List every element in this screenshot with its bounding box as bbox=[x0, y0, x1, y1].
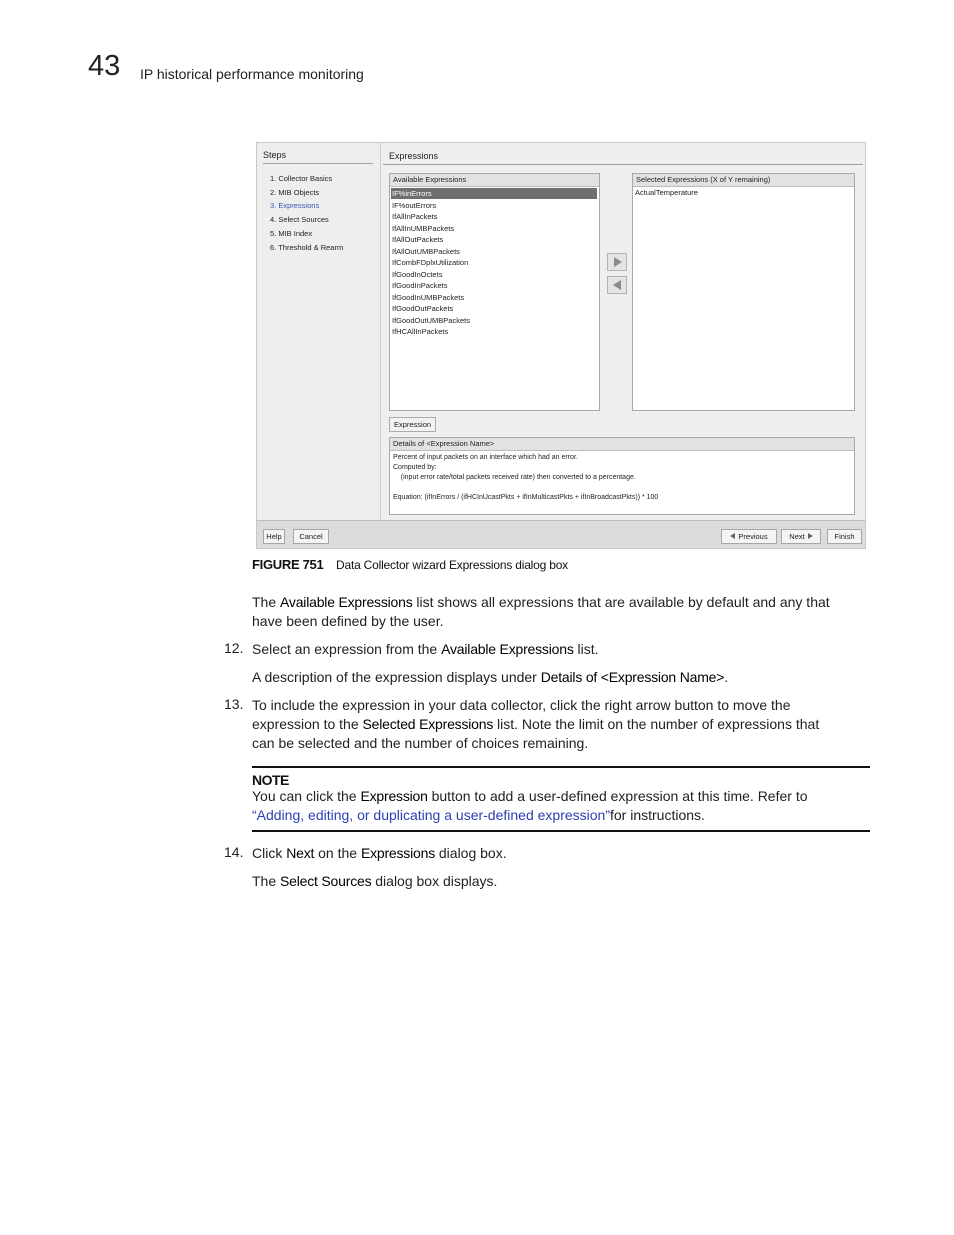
chapter-title: IP historical performance monitoring bbox=[140, 66, 364, 82]
list-item-selected[interactable]: IF%inErrors bbox=[391, 188, 597, 199]
details-header: Details of <Expression Name> bbox=[390, 438, 854, 451]
text-run: list shows all expressions that are available by default and any that bbox=[412, 594, 830, 610]
step-select-sources[interactable]: 4. Select Sources bbox=[270, 215, 329, 224]
step-threshold-rearm[interactable]: 6. Threshold & Rearm bbox=[270, 243, 344, 252]
help-button[interactable]: Help bbox=[263, 529, 285, 544]
step-number-13: 13. bbox=[224, 696, 244, 712]
text-run: list. Note the limit on the number of expressions that bbox=[493, 716, 820, 732]
details-line: Percent of input packets on an interface which had an error. bbox=[393, 454, 578, 461]
step-13-text bbox=[252, 696, 872, 753]
selected-expressions-header: Selected Expressions (X of Y remaining) bbox=[633, 174, 854, 187]
section-title: Expressions bbox=[389, 151, 439, 161]
text-run: The bbox=[252, 873, 281, 889]
expressions-dialog bbox=[256, 142, 866, 549]
list-item[interactable]: IfAllOutPackets bbox=[392, 235, 444, 244]
cancel-button[interactable]: Cancel bbox=[293, 529, 329, 544]
expression-details-box bbox=[389, 437, 855, 515]
ui-term: Next bbox=[286, 845, 315, 861]
next-arrow-icon bbox=[808, 533, 813, 539]
text-run: Select an expression from the bbox=[252, 641, 442, 657]
figure-label: FIGURE 751 bbox=[252, 557, 324, 572]
section-divider bbox=[383, 164, 863, 165]
expressions-main-panel bbox=[381, 143, 866, 520]
list-item[interactable]: ActualTemperature bbox=[635, 188, 698, 197]
text-run: for instructions. bbox=[610, 807, 705, 823]
list-item[interactable]: IfCombFDplxUtilization bbox=[392, 258, 469, 267]
note-text bbox=[252, 787, 872, 825]
list-item[interactable]: IfHCAllInPackets bbox=[392, 327, 449, 336]
ui-term: Expression bbox=[360, 788, 428, 804]
step-12-subtext bbox=[252, 668, 728, 687]
text-run: You can click the bbox=[252, 788, 361, 804]
details-line: (input error rate/total packets received rate) then converted to a percentage. bbox=[393, 474, 636, 481]
step-mib-objects[interactable]: 2. MIB Objects bbox=[270, 188, 320, 197]
steps-divider bbox=[263, 163, 373, 164]
previous-arrow-icon bbox=[730, 533, 735, 539]
text-run: To include the expression in your data collector, click the right arrow button to move the bbox=[252, 697, 791, 713]
list-item[interactable]: IfGoodInOctets bbox=[392, 269, 443, 279]
step-number-14: 14. bbox=[224, 844, 244, 860]
step-mib-index[interactable]: 5. MIB Index bbox=[270, 229, 313, 238]
text-run: dialog box. bbox=[435, 845, 507, 861]
text-run: . bbox=[724, 669, 729, 685]
step-expressions[interactable]: 3. Expressions bbox=[270, 201, 320, 210]
step-14-text bbox=[252, 844, 507, 863]
text-run: list. bbox=[573, 641, 599, 657]
list-item[interactable]: IF%outErrors bbox=[392, 200, 437, 210]
selected-expressions-list[interactable] bbox=[632, 173, 855, 411]
ui-term: Selected Expressions bbox=[362, 716, 494, 732]
list-item[interactable]: IfAllInUMBPackets bbox=[392, 223, 455, 233]
left-arrow-icon bbox=[613, 280, 621, 290]
list-item[interactable]: IfGoodOutUMBPackets bbox=[392, 315, 470, 325]
dialog-footer bbox=[257, 520, 866, 549]
cross-reference-link[interactable]: “Adding, editing, or duplicating a user-defined expression” bbox=[252, 807, 610, 823]
note-top-rule bbox=[252, 766, 870, 768]
text-run: can be selected and the number of choices remaining. bbox=[252, 735, 589, 751]
text-run: expression to the bbox=[252, 716, 363, 732]
ui-term: Details of <Expression Name> bbox=[540, 669, 725, 685]
finish-button[interactable]: Finish bbox=[827, 529, 862, 544]
previous-label: Previous bbox=[738, 532, 768, 541]
steps-title: Steps bbox=[263, 150, 287, 160]
list-item[interactable]: IfGoodInUMBPackets bbox=[392, 292, 465, 302]
expression-button[interactable]: Expression bbox=[389, 417, 436, 432]
text-run: A description of the expression displays under bbox=[252, 669, 541, 685]
text-run: button to add a user-defined expression at this time. Refer to bbox=[427, 788, 808, 804]
step-number-12: 12. bbox=[224, 640, 244, 656]
available-expressions-header: Available Expressions bbox=[390, 174, 599, 187]
text-run: The bbox=[252, 594, 281, 610]
step-12-text bbox=[252, 640, 599, 659]
previous-button[interactable] bbox=[721, 529, 777, 544]
ui-term: Available Expressions bbox=[280, 594, 413, 610]
list-item[interactable]: IfAllInPackets bbox=[392, 212, 438, 221]
list-item[interactable]: IfAllOutUMBPackets bbox=[392, 246, 460, 256]
list-item[interactable]: IfGoodOutPackets bbox=[392, 304, 454, 313]
note-title: NOTE bbox=[252, 772, 289, 788]
chapter-number: 43 bbox=[88, 50, 121, 82]
step-collector-basics[interactable]: 1. Collector Basics bbox=[270, 174, 333, 183]
steps-panel bbox=[257, 143, 381, 520]
ui-term: Select Sources bbox=[280, 873, 372, 889]
move-left-button[interactable] bbox=[607, 276, 627, 294]
note-bottom-rule bbox=[252, 830, 870, 832]
ui-term: Expressions bbox=[360, 845, 435, 861]
details-line: Computed by: bbox=[393, 464, 437, 471]
text-run: dialog box displays. bbox=[371, 873, 498, 889]
ui-term: Available Expressions bbox=[441, 641, 574, 657]
next-label: Next bbox=[789, 532, 805, 541]
intro-paragraph bbox=[252, 593, 872, 631]
details-line: Equation: (ifInErrors / (ifHCInUcastPkts + ifInMulticastPkts + ifInBroadcastPkts)) * 100 bbox=[393, 494, 659, 501]
figure-caption: Data Collector wizard Expressions dialog box bbox=[336, 558, 568, 572]
available-expressions-list[interactable] bbox=[389, 173, 600, 411]
next-button[interactable] bbox=[781, 529, 821, 544]
move-right-button[interactable] bbox=[607, 253, 627, 271]
list-item[interactable]: IfGoodInPackets bbox=[392, 281, 448, 290]
right-arrow-icon bbox=[614, 257, 622, 267]
text-run: Click bbox=[252, 845, 287, 861]
text-run: on the bbox=[314, 845, 361, 861]
step-14-subtext bbox=[252, 872, 497, 891]
text-run: have been defined by the user. bbox=[252, 613, 444, 629]
